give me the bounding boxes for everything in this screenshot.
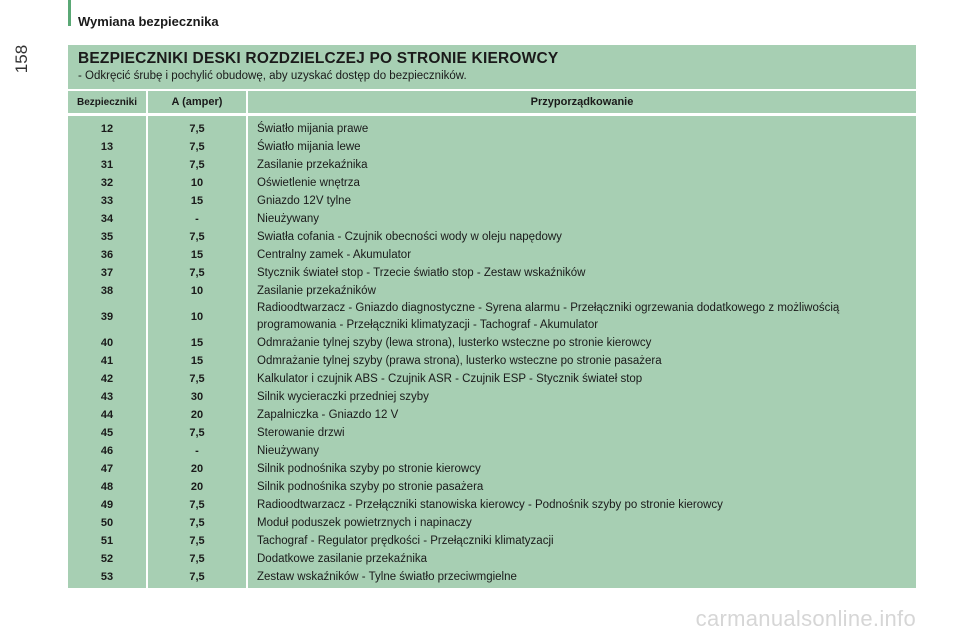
header-title: BEZPIECZNIKI DESKI ROZDZIELCZEJ PO STRONIE KIEROWCY: [78, 50, 559, 67]
table-row: [68, 442, 916, 460]
page-number: [10, 42, 34, 76]
assignment-cell: Odmrażanie tylnej szyby (lewa strona), lusterko wsteczne po stronie kierowcy: [248, 334, 916, 352]
fuse-number-cell: 13: [68, 138, 148, 156]
table-row: [68, 300, 916, 334]
fuse-number-cell: 43: [68, 388, 148, 406]
fuse-number-cell: 41: [68, 352, 148, 370]
table-row: [68, 478, 916, 496]
assignment-cell: Silnik podnośnika szyby po stronie pasażera: [248, 478, 916, 496]
assignment-cell: Dodatkowe zasilanie przekaźnika: [248, 550, 916, 568]
table-row: [68, 192, 916, 210]
fuse-number-cell: 45: [68, 424, 148, 442]
amperage-cell: -: [148, 210, 248, 228]
fuse-table: [68, 91, 916, 588]
assignment-cell: Zasilanie przekaźników: [248, 282, 916, 300]
assignment-cell: Swiatła cofania - Czujnik obecności wody w oleju napędowy: [248, 228, 916, 246]
table-row: [68, 460, 916, 478]
table-row: [68, 568, 916, 588]
assignment-cell: Silnik wycieraczki przedniej szyby: [248, 388, 916, 406]
table-row: [68, 352, 916, 370]
assignment-cell: Kalkulator i czujnik ABS - Czujnik ASR - Czujnik ESP - Stycznik świateł stop: [248, 370, 916, 388]
amperage-cell: 7,5: [148, 514, 248, 532]
amperage-cell: 7,5: [148, 228, 248, 246]
fuse-number-cell: 40: [68, 334, 148, 352]
amperage-cell: 7,5: [148, 264, 248, 282]
assignment-cell: Radioodtwarzacz - Przełączniki stanowiska kierowcy - Podnośnik szyby po stronie kierowcy: [248, 496, 916, 514]
fuse-number-cell: 44: [68, 406, 148, 424]
amperage-cell: 7,5: [148, 116, 248, 138]
section-title: Wymiana bezpiecznika: [78, 14, 219, 29]
amperage-cell: 15: [148, 246, 248, 264]
amperage-cell: 7,5: [148, 568, 248, 588]
table-row: [68, 370, 916, 388]
amperage-cell: 20: [148, 406, 248, 424]
fuse-number-cell: 53: [68, 568, 148, 588]
amperage-cell: 7,5: [148, 424, 248, 442]
assignment-cell: Oświetlenie wnętrza: [248, 174, 916, 192]
amperage-cell: 10: [148, 282, 248, 300]
fuse-number-cell: 49: [68, 496, 148, 514]
assignment-cell: Światło mijania prawe: [248, 116, 916, 138]
column-header-fuse: Bezpieczniki: [68, 91, 148, 116]
assignment-cell: Centralny zamek - Akumulator: [248, 246, 916, 264]
table-row: [68, 246, 916, 264]
amperage-cell: 15: [148, 334, 248, 352]
assignment-cell: Stycznik świateł stop - Trzecie światło stop - Zestaw wskaźników: [248, 264, 916, 282]
fuse-number-cell: 42: [68, 370, 148, 388]
fuse-number-cell: 34: [68, 210, 148, 228]
amperage-cell: 15: [148, 352, 248, 370]
assignment-cell: Zestaw wskaźników - Tylne światło przeciwmgielne: [248, 568, 916, 588]
fuse-number-cell: 35: [68, 228, 148, 246]
assignment-cell: Zapalniczka - Gniazdo 12 V: [248, 406, 916, 424]
assignment-cell: Silnik podnośnika szyby po stronie kierowcy: [248, 460, 916, 478]
assignment-cell: Tachograf - Regulator prędkości - Przełączniki klimatyzacji: [248, 532, 916, 550]
assignment-cell: Nieużywany: [248, 210, 916, 228]
table-row: [68, 264, 916, 282]
table-row: [68, 532, 916, 550]
fuse-number-cell: 32: [68, 174, 148, 192]
table-row: [68, 550, 916, 568]
amperage-cell: 10: [148, 300, 248, 334]
amperage-cell: 15: [148, 192, 248, 210]
amperage-cell: 30: [148, 388, 248, 406]
amperage-cell: 7,5: [148, 496, 248, 514]
table-row: [68, 514, 916, 532]
assignment-cell: Nieużywany: [248, 442, 916, 460]
assignment-cell: Odmrażanie tylnej szyby (prawa strona), lusterko wsteczne po stronie pasażera: [248, 352, 916, 370]
table-row: [68, 496, 916, 514]
amperage-cell: -: [148, 442, 248, 460]
assignment-cell: Moduł poduszek powietrznych i napinaczy: [248, 514, 916, 532]
table-row: [68, 406, 916, 424]
fuse-number-cell: 46: [68, 442, 148, 460]
table-row: [68, 282, 916, 300]
table-row: [68, 174, 916, 192]
watermark: carmanualsonline.info: [695, 606, 916, 631]
amperage-cell: 10: [148, 174, 248, 192]
amperage-cell: 7,5: [148, 550, 248, 568]
amperage-cell: 20: [148, 460, 248, 478]
table-row: [68, 116, 916, 138]
assignment-cell: Światło mijania lewe: [248, 138, 916, 156]
amperage-cell: 7,5: [148, 532, 248, 550]
fuse-number-cell: 36: [68, 246, 148, 264]
fuse-number-cell: 52: [68, 550, 148, 568]
assignment-cell: Gniazdo 12V tylne: [248, 192, 916, 210]
assignment-cell: Radioodtwarzacz - Gniazdo diagnostyczne - Syrena alarmu - Przełączniki ogrzewania dodatkowego z możliwością programowania - Przełączniki klimatyzacji - Tachograf - Akumulator: [248, 300, 916, 334]
header-subtitle: - Odkręcić śrubę i pochylić obudowę, aby uzyskać dostęp do bezpieczników.: [78, 70, 467, 82]
fuse-number-cell: 12: [68, 116, 148, 138]
amperage-cell: 7,5: [148, 370, 248, 388]
fuse-number-cell: 37: [68, 264, 148, 282]
fuse-number-cell: 51: [68, 532, 148, 550]
assignment-cell: Sterowanie drzwi: [248, 424, 916, 442]
fuse-box-header: [68, 45, 916, 89]
column-header-amp: A (amper): [148, 91, 248, 116]
fuse-number-cell: 33: [68, 192, 148, 210]
table-row: [68, 228, 916, 246]
fuse-number-cell: 50: [68, 514, 148, 532]
amperage-cell: 7,5: [148, 156, 248, 174]
fuse-number-cell: 31: [68, 156, 148, 174]
fuse-number-cell: 47: [68, 460, 148, 478]
table-row: [68, 138, 916, 156]
table-row: [68, 334, 916, 352]
assignment-cell: Zasilanie przekaźnika: [248, 156, 916, 174]
table-row: [68, 210, 916, 228]
fuse-table-body: [68, 116, 916, 588]
page-number-text: 158: [12, 44, 31, 74]
fuse-number-cell: 48: [68, 478, 148, 496]
amperage-cell: 20: [148, 478, 248, 496]
table-row: [68, 424, 916, 442]
fuse-number-cell: 39: [68, 300, 148, 334]
section-accent-bar: [68, 0, 71, 26]
amperage-cell: 7,5: [148, 138, 248, 156]
table-header-row: [68, 91, 916, 116]
table-row: [68, 388, 916, 406]
fuse-number-cell: 38: [68, 282, 148, 300]
table-row: [68, 156, 916, 174]
column-header-assignment: Przyporządkowanie: [248, 91, 916, 116]
